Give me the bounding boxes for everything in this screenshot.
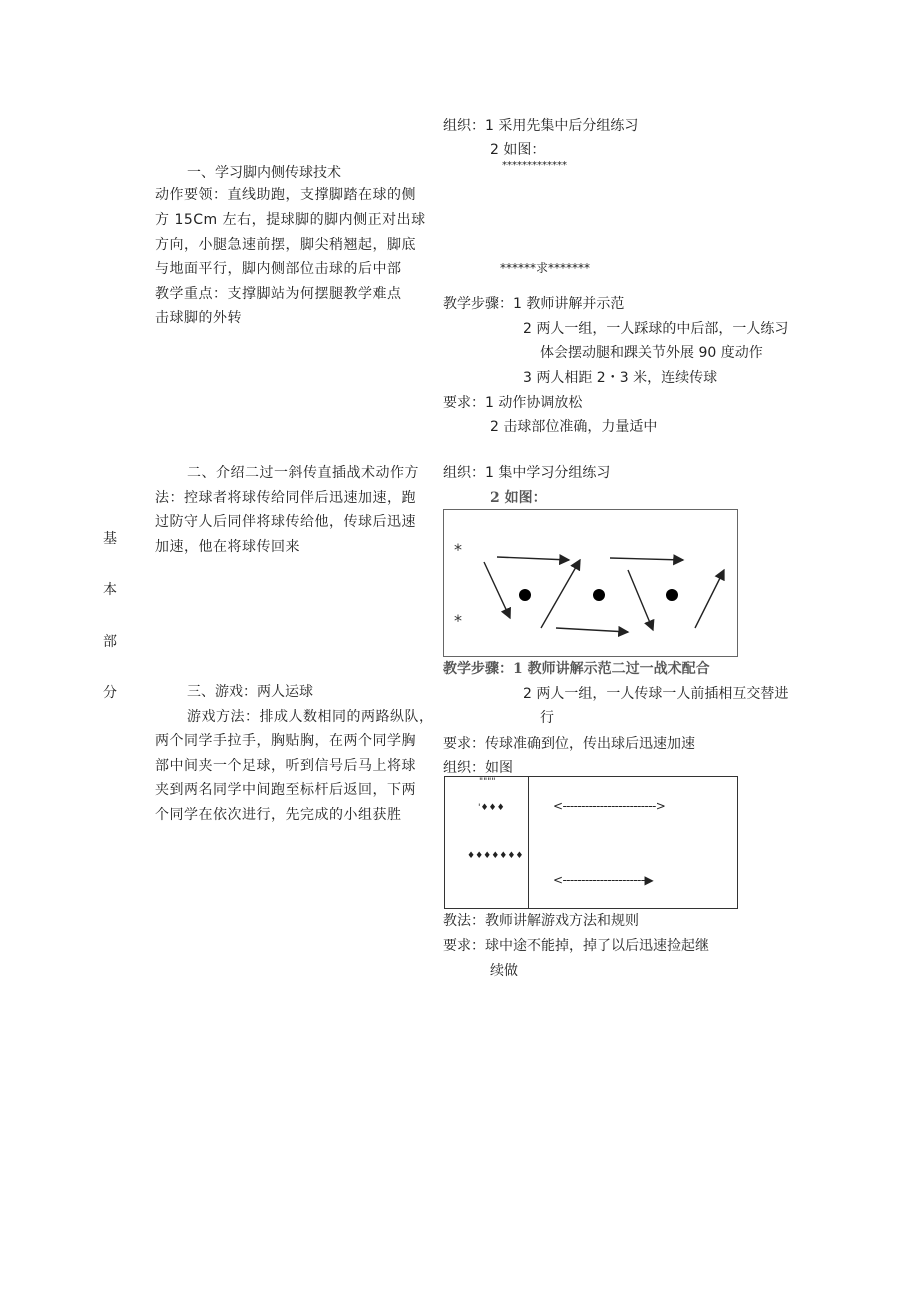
step2-2: 2 两人一组，一人传球一人前插相互交替进: [523, 686, 789, 702]
sec3-line: 夹到两名同学中间跑至标杆后返回，下两: [155, 782, 416, 798]
pass-arrow: [695, 570, 724, 628]
sec3-title: 三、游戏：两人运球: [187, 684, 313, 700]
group-mark-3: ♦♦♦♦♦♦♦: [467, 851, 524, 861]
group-mark-2: '♦♦♦: [478, 803, 505, 813]
req1-2: 2 击球部位准确，力量适中: [490, 419, 658, 435]
lane-arrow-1: <------------------------->: [553, 799, 666, 813]
run-arrow: [628, 570, 653, 630]
org1: 组织：1 采用先集中后分组练习: [443, 118, 639, 134]
req3: 要求：球中途不能掉，掉了以后迅速捡起继: [443, 938, 709, 954]
sec1-line: 教学重点：支撑脚站为何摆腿教学难点: [155, 286, 402, 302]
defender-dot: [666, 589, 678, 601]
sec1-line: 方 15Cm 左右，提球脚的脚内侧正对出球: [155, 212, 426, 228]
teach3: 教法：教师讲解游戏方法和规则: [443, 913, 639, 929]
side-label-4: 分: [103, 685, 117, 701]
step1-2: 2 两人一组，一人踩球的中后部，一人练习: [523, 321, 789, 337]
player-star-2: *: [454, 611, 462, 630]
org2: 组织：1 集中学习分组练习: [443, 465, 611, 481]
req2: 要求：传球准确到位，传出球后迅速加速: [443, 736, 695, 752]
pass-arrow: [610, 558, 683, 560]
org1-fig-label: 2 如图：: [490, 142, 546, 158]
step2-2b: 行: [540, 710, 554, 726]
tactic-diagram-svg: [444, 510, 737, 656]
step1-3: 3 两人相距 2・3 米，连续传球: [523, 370, 718, 386]
org2-fig-label: 2 如图：: [490, 490, 547, 506]
side-label-1: 基: [103, 531, 117, 547]
group-mark-1: """": [479, 777, 496, 787]
tactic-diagram: [443, 509, 738, 657]
req3b: 续做: [490, 963, 518, 979]
sec3-line: 个同学在依次进行，先完成的小组获胜: [155, 807, 402, 823]
sec1-line: 方向，小腿急速前摆，脚尖稍翘起，脚底: [155, 237, 416, 253]
defender-dot: [593, 589, 605, 601]
sec3-line: 部中间夹一个足球，听到信号后马上将球: [155, 758, 416, 774]
stars-row-top: *************: [502, 160, 567, 171]
sec1-title: 一、学习脚内侧传球技术: [187, 165, 341, 181]
pass-arrow: [497, 557, 569, 560]
sec1-line: 击球脚的外转: [155, 310, 242, 326]
side-label-2: 本: [103, 582, 117, 598]
divider: [528, 777, 529, 908]
stars-row-bottom: ******求*******: [500, 261, 591, 275]
sec2-line: 法：控球者将球传给同伴后迅速加速，跑: [155, 490, 416, 506]
player-star-1: *: [454, 540, 462, 559]
run-arrow: [484, 562, 510, 618]
sec3-line: 两个同学手拉手，胸贴胸，在两个同学胸: [155, 733, 416, 749]
sec1-line: 动作要领：直线助跑，支撑脚踏在球的侧: [155, 187, 416, 203]
sec2-line: 二、介绍二过一斜传直插战术动作方: [187, 465, 419, 481]
lane-arrow-2: <----------------------▶: [553, 873, 654, 887]
side-label-3: 部: [103, 634, 117, 650]
steps1-label: 教学步骤：1 教师讲解并示范: [443, 296, 625, 312]
req1-1: 要求：1 动作协调放松: [443, 395, 583, 411]
sec3-line: 游戏方法：排成人数相同的两路纵队，: [187, 709, 434, 725]
pass-arrow: [541, 560, 580, 628]
run-arrow: [556, 628, 628, 632]
game-diagram: [444, 776, 738, 909]
defender-dot: [519, 589, 531, 601]
steps2-label: 教学步骤：1 教师讲解示范二过一战术配合: [443, 661, 710, 677]
sec2-line: 过防守人后同伴将球传给他，传球后迅速: [155, 514, 416, 530]
sec1-line: 与地面平行，脚内侧部位击球的后中部: [155, 261, 402, 277]
sec2-line: 加速，他在将球传回来: [155, 539, 300, 555]
step1-2b: 体会摆动腿和踝关节外展 90 度动作: [540, 345, 763, 361]
org2-b: 组织：如图: [443, 760, 513, 776]
